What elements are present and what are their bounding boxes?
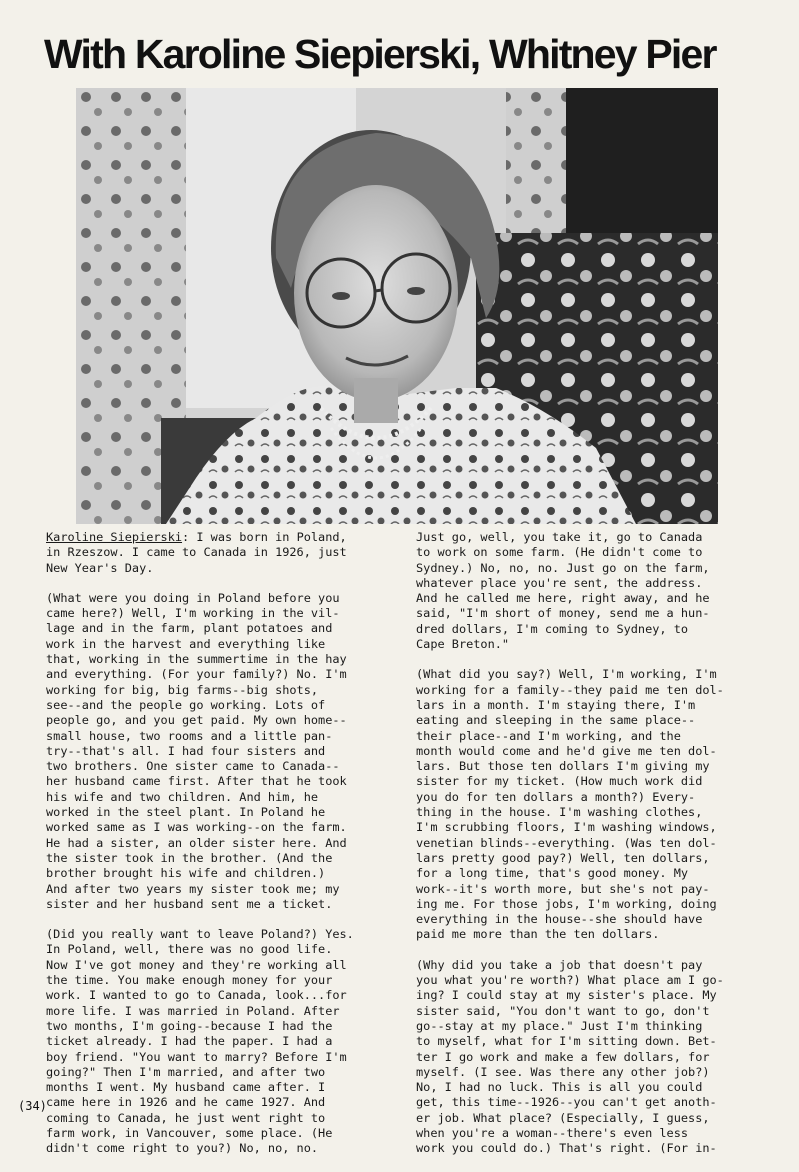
page-title: With Karoline Siepierski, Whitney Pier: [44, 31, 716, 77]
interview-paragraph: (Did you really want to leave Poland?) Yes. In Poland, well, there was no good life. Now I've got money and they're working all the time. You make enough money for your work. I wanted to go to Canada, look...for more life. I was married in Poland. After two months, I'm going--because I had the ticket already. I had the paper. I had a boy friend. "You want to marry? Before I'm going?" Then I'm married, and after two months I went. My husband came after. I came here in 1926 and he came 1927. And coming to Canada, he just went right to farm work, in Vancouver, some place. (He didn't come right to you?) No, no, no.: [46, 927, 354, 1156]
interview-paragraph: (Why did you take a job that doesn't pay you what you're worth?) What place am I go- ing? I could stay at my sister's place. My sister said, "You don't want to go, don't go--stay at my place." Just I'm thinking to myself, what for I'm sitting down. Bet- ter I go work and make a few dollars, for myself. (I see. Was there any other job?) No, I had no luck. This is all you could get, this time--1926--you can't get anoth- er job. What place? (Especially, I guess, when you're a woman--there's even less work you could do.) That's right. (For in-: [416, 957, 724, 1156]
page-number: (34): [18, 1099, 47, 1113]
interview-paragraph: (What did you say?) Well, I'm working, I'm working for a family--they paid me ten dol- lars in a month. I'm staying there, I'm eating and sleeping in the same place-- their place--and I'm working, and the month would come and he'd give me ten dol- lars. But those ten dollars I'm giving my sister for my ticket. (How much work did you do for ten dollars a month?) Every- thing in the house. I'm washing clothes, I'm scrubbing floors, I'm washing windows, venetian blinds--everything. (Was ten dol- lars pretty good pay?) Well, ten dollars, for a long time, that's good money. My work--it's worth more, but she's not pay- ing me. For those jobs, I'm working, doing everything in the house--she should have paid me more than the ten dollars.: [416, 667, 724, 942]
interview-paragraph: (What were you doing in Poland before you came here?) Well, I'm working in the vil- lage and in the farm, plant potatoes and work in the harvest and everything like that, working in the summertime in the hay and everything. (For your family?) No. I'm working for big, big farms--big shots, see--and the people go working. Lots of people go, and you get paid. My own home-- small house, two rooms and a little pan- try--that's all. I had four sisters and two brothers. One sister came to Canada-- her husband came first. After that he took his wife and two children. And him, he worked in the steel plant. In Poland he worked same as I was working--on the farm. He had a sister, an older sister here. And the sister took in the brother. (And the brother brought his wife and children.) And after two years my sister took me; my sister and her husband sent me a ticket.: [46, 590, 347, 911]
portrait-photo: [76, 88, 718, 524]
left-column: [46, 530, 398, 1172]
interview-paragraph: Just go, well, you take it, go to Canada to work on some farm. (He didn't come to Sydney.) No, no, no. Just go on the farm, whatever place you're sent, the address. And he called me here, right away, and he said, "I'm short of money, send me a hun- dred dollars, I'm coming to Sydney, to Cape Breton.": [416, 530, 710, 652]
speaker-name: Karoline Siepierski: [46, 530, 183, 544]
intro-text: : I was born in Poland, in Rzeszow. I came to Canada in 1926, just New Year's Day.: [46, 530, 347, 575]
right-column: [416, 530, 768, 1172]
intro-paragraph: [46, 530, 398, 576]
